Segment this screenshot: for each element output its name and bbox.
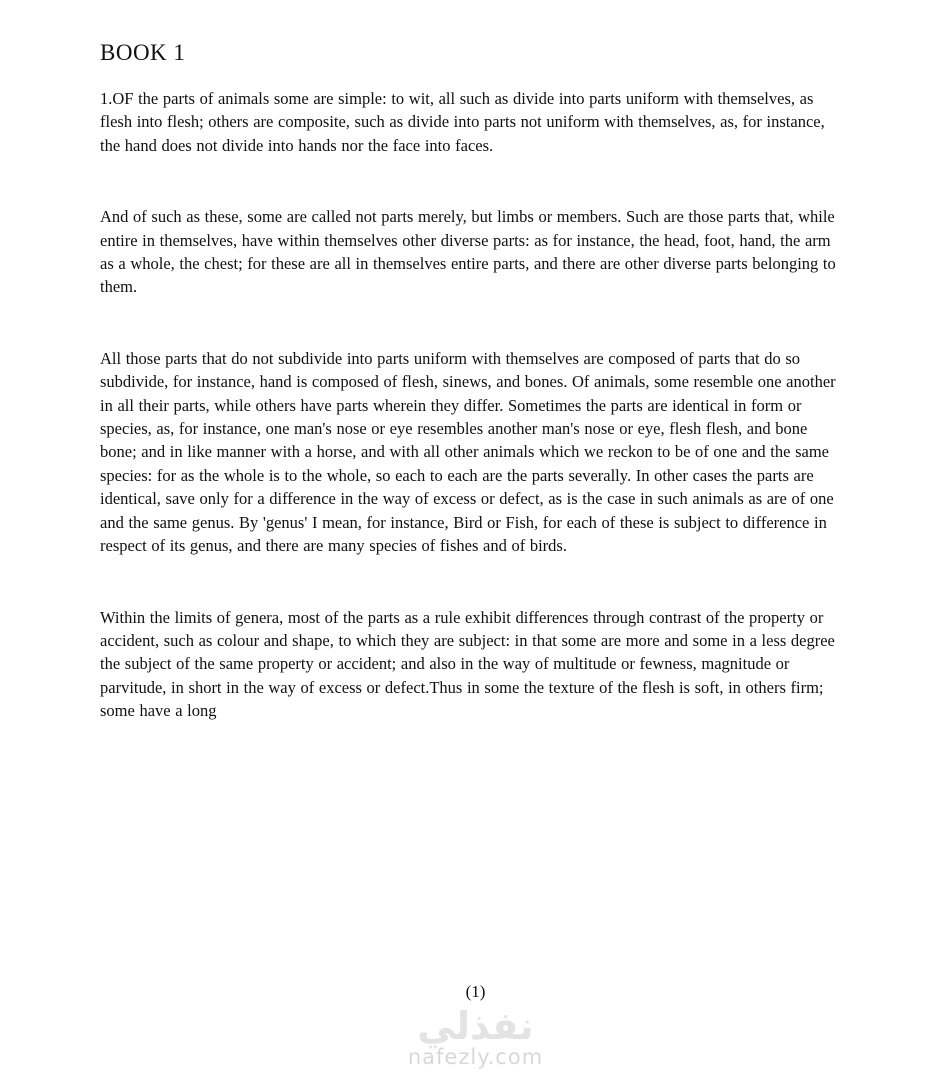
page-title: BOOK 1 — [100, 40, 186, 65]
page-number: (1) — [465, 982, 486, 1001]
paragraph-4: Within the limits of genera, most of the parts as a rule exhibit differences through contrast of the property or accident, such as colour and shape, to which they are subject: in that some are more and some in a less degree the subject of the same property or accident; and also in the way of multitude or fewness, magnitude or parvitude, in short in the way of excess or defect.Thus in some the texture of the flesh is soft, in others firm; some have a long — [100, 607, 835, 721]
document-body — [100, 40, 841, 771]
nafezly-url-text: nafezly.com — [407, 1045, 544, 1069]
paragraph-2: And of such as these, some are called not parts merely, but limbs or members. Such are those parts that, while entire in themselves, have within themselves other diverse parts: as for instance, the head, foot, hand, the arm as a whole, the chest; for these are all in themselves entire parts, and there are other diverse parts belonging to them. — [100, 207, 836, 297]
nafezly-logo: نفذلي — [417, 1004, 534, 1048]
watermark — [0, 1004, 951, 1068]
paragraph-3: All those parts that do not subdivide into parts uniform with themselves are composed of parts that do so subdivide, for instance, hand is composed of flesh, sinews, and bones. Of animals, some resemble one another in all their parts, while others have parts wherein they differ. Sometimes the parts are identical in form or species, as, for instance, one man's nose or eye resembles another man's nose or eye, flesh flesh, and bone bone; and in like manner with a horse, and with all other animals which we reckon to be of one and the same species: for as the whole is to the whole, so each to each are the parts severally. In other cases the parts are identical, save only for a difference in the way of excess or defect, as is the case in such animals as are of one and the same genus. By 'genus' I mean, for instance, Bird or Fish, for each of these is subject to difference in respect of its genus, and there are many species of fishes and of birds. — [100, 348, 836, 556]
paragraph-1: 1.OF the parts of animals some are simple: to wit, all such as divide into parts uniform with themselves, as flesh into flesh; others are composite, such as divide into parts not uniform with themselves, as, for instance, the hand does not divide into hands nor the face into faces. — [100, 89, 825, 155]
